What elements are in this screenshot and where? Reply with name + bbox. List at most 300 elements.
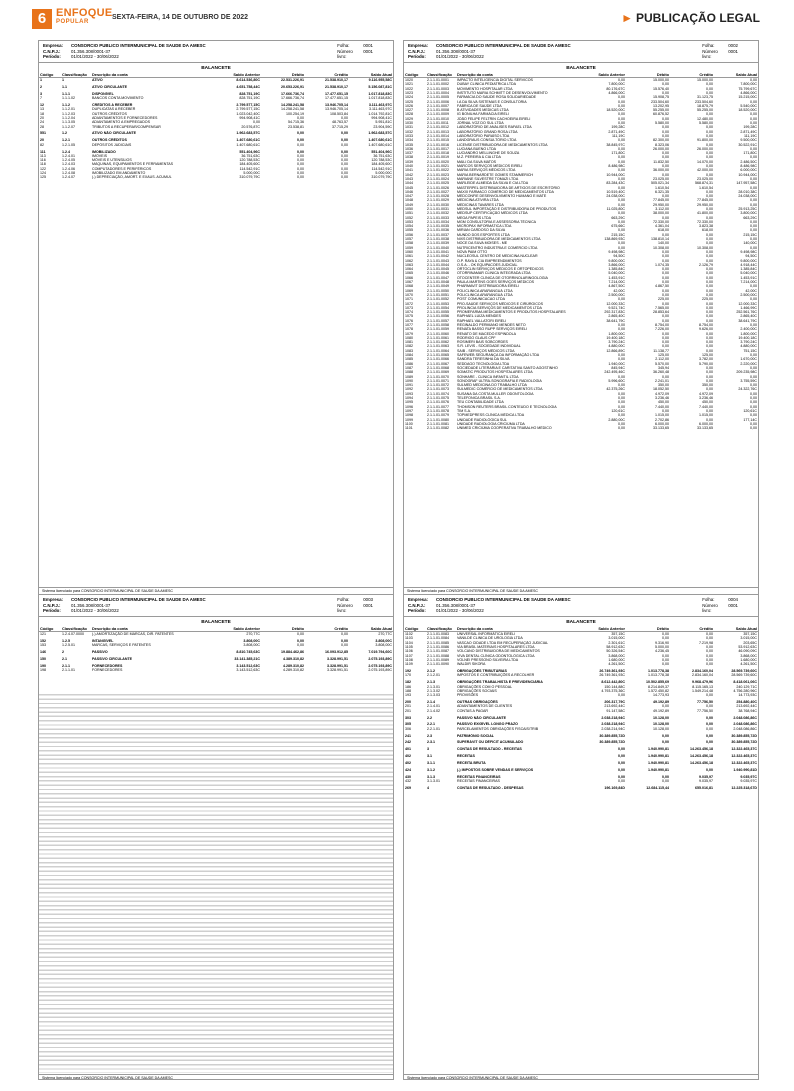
cell-classificacao: 2.1.1.01.0052 — [427, 297, 449, 302]
cell-saldo-atual: 5.540,00C — [740, 103, 757, 108]
cell-credito: 0,00 — [706, 301, 713, 306]
cell-saldo-anterior: 4.866,00C — [608, 90, 625, 95]
cell-saldo-anterior: 1.385,84C — [608, 267, 625, 272]
cell-descricao: NUTRICENTRO INDÚSTRIA E COMÉRCIO LTDA — [457, 245, 538, 250]
numero-value: 0001 — [363, 602, 373, 608]
cell-debito: 0,00 — [662, 344, 669, 349]
col-classificacao: Classificação — [426, 627, 456, 632]
cell-classificacao: 2.2 — [427, 715, 432, 720]
cell-saldo-anterior: 292.317,83C — [604, 310, 625, 315]
cell-classificacao: 2.1.1.01.0005 — [427, 95, 449, 100]
cell-debito: 0,00 — [297, 162, 304, 167]
cell-credito: 0,00 — [706, 232, 713, 237]
cell-debito: 0,00 — [297, 131, 304, 136]
cell-classificacao: 2.1.1.01.0066 — [427, 357, 449, 362]
cell-saldo-atual: 28.569.739,60C — [731, 673, 757, 678]
cell-saldo-atual: 2.500,00C — [740, 292, 757, 297]
cell-credito: 0,00 — [706, 374, 713, 379]
numero-value: 0001 — [728, 602, 738, 608]
cell-credito: 7.219,98 — [699, 640, 713, 645]
cell-classificacao: 2.1.1.01.0068 — [427, 365, 449, 370]
cell-codigo: 1059 — [405, 245, 413, 250]
cell-classificacao: 2.1.1.01.0075 — [427, 396, 449, 401]
cell-saldo-atual: 2.075.193,89C — [368, 657, 392, 662]
cell-codigo: 1075 — [405, 314, 413, 319]
cell-credito: 0,00 — [706, 348, 713, 353]
cell-classificacao: 1.2 — [62, 131, 67, 136]
cell-descricao: OUTRAS OBRIGAÇÕES — [457, 700, 498, 705]
cell-classificacao: 2.1.1.01.0050 — [427, 288, 449, 293]
cell-debito: 14.258.241,58 — [281, 107, 304, 112]
cell-classificacao: 2.1.1.01.0016 — [427, 142, 449, 147]
cell-credito: 0,00 — [706, 288, 713, 293]
cell-classificacao: 2.1.1.01.0054 — [427, 305, 449, 310]
cell-descricao: I.A DA SILVA SISTEMAS E CONSULTORIA — [457, 99, 527, 104]
cell-saldo-anterior: 0,00 — [618, 138, 625, 143]
cell-classificacao: 2.1.1.01.0045 — [427, 267, 449, 272]
cell-credito: 0,00 — [706, 693, 713, 698]
cell-codigo: 1024 — [405, 95, 413, 100]
cell-saldo-anterior: 7.214,00C — [608, 280, 625, 285]
cell-codigo: 125 — [40, 175, 46, 180]
cell-codigo: 242 — [405, 740, 411, 745]
cell-credito: 21.538.910,17 — [325, 84, 348, 89]
cell-descricao: PHARMAVIT DISTRIBUIDORA EIRELI — [457, 284, 519, 289]
cell-saldo-anterior: 206.317,79C — [604, 700, 625, 705]
cell-credito: 0,00 — [706, 408, 713, 413]
cell-classificacao: 3.1.2 — [427, 768, 435, 773]
cell-classificacao: 1.2.4.07.0000 — [62, 632, 84, 637]
page-footer: Sistema licenciado para CONSORCIO INTERMUNICIPAL DE SAUDE DA AMESC — [39, 587, 393, 594]
cell-descricao: ADIANTAMENTOS E FORNECEDORES — [92, 115, 158, 120]
cell-codigo: 116 — [40, 158, 46, 163]
cnpj-label: C.N.P.J.: — [43, 602, 61, 608]
cell-saldo-anterior: 2.301,61C — [608, 640, 625, 645]
cell-codigo: 1064 — [405, 267, 413, 272]
cell-saldo-atual: 7.800,00C — [740, 82, 757, 87]
cell-codigo: 1107 — [405, 653, 413, 658]
cell-saldo-anterior: 1.407.680,61C — [236, 142, 260, 147]
cell-credito: 0,00 — [706, 378, 713, 383]
report-meta — [337, 43, 373, 60]
cell-classificacao: 1.2.4.06 — [62, 166, 75, 171]
cell-credito: 0,00 — [706, 86, 713, 91]
cell-classificacao: 2.1.1.01.0078 — [427, 408, 449, 413]
col-saldo-anterior: Saldo Anterior — [215, 73, 261, 78]
cell-classificacao: 2.1.1.01.0038 — [427, 237, 449, 242]
cell-codigo: 201 — [405, 708, 411, 713]
cell-debito: 4.867,50 — [655, 284, 669, 289]
cell-saldo-anterior: 114.542,91C — [239, 166, 260, 171]
cell-codigo: 1067 — [405, 280, 413, 285]
cell-saldo-anterior: 120.788,53C — [239, 158, 260, 163]
cell-saldo-anterior: 0,00 — [618, 768, 625, 773]
cell-classificacao: 2.1.1.01.0070 — [427, 374, 449, 379]
cell-saldo-atual: 2.400,00C — [740, 327, 757, 332]
cell-codigo: 124 — [40, 170, 46, 175]
cell-descricao: FARMÁCIA DO SAÚDE ROSA SOLIDARIEDADE — [457, 95, 537, 100]
cell-saldo-atual: 14.773,93C — [738, 693, 757, 698]
cell-saldo-atual: 30.389.855,72D — [731, 733, 757, 738]
cell-saldo-anterior: 2.880,00C — [608, 417, 625, 422]
cell-credito: 6.000,00 — [699, 421, 713, 426]
cell-codigo: 1069 — [405, 288, 413, 293]
cell-classificacao: 2.1.1.01.0042 — [427, 254, 449, 259]
col-saldo-atual: Saldo Atual — [714, 73, 758, 78]
cell-descricao: ATIVO CIRCULANTE — [92, 84, 128, 89]
cell-codigo: 432 — [405, 779, 411, 784]
numero-label: Número livro: — [337, 48, 353, 60]
cell-debito: 6.000,00 — [655, 421, 669, 426]
cell-saldo-atual: 0,00 — [750, 396, 757, 401]
cell-credito: 12.480,00 — [697, 116, 713, 121]
cell-saldo-atual: 5.951,81C — [375, 120, 392, 125]
cell-debito: 2.241,01 — [655, 378, 669, 383]
cell-debito: 77.845,00 — [653, 198, 669, 203]
cell-saldo-anterior: 2.865,40C — [608, 314, 625, 319]
cell-codigo: 1036 — [405, 146, 413, 151]
cell-codigo: 1044 — [405, 181, 413, 186]
cell-saldo-anterior: 91.147,58C — [606, 708, 625, 713]
cell-debito: 0,00 — [662, 733, 669, 738]
cell-credito: 48.763,57 — [332, 120, 348, 125]
cell-classificacao: 2.3.1 — [427, 740, 435, 745]
cell-saldo-atual: 9.500,00C — [740, 138, 757, 143]
publication-date: SEXTA-FEIRA, 14 DE OUTUBRO DE 2022 — [112, 14, 249, 21]
cell-descricao: NUCLEOSUL CENTRO DE MEDICINA NUCLEAR — [457, 254, 538, 259]
cell-saldo-atual: 0,00 — [750, 116, 757, 121]
cell-classificacao: 1.2.4.07 — [62, 175, 75, 180]
cell-saldo-anterior: 270,77C — [246, 632, 260, 637]
col-descricao: Descrição da conta — [91, 73, 215, 78]
balancete-title: BALANCETE — [566, 619, 596, 625]
cell-codigo: 182 — [405, 680, 411, 685]
cell-saldo-atual: 2.486,50C — [740, 159, 757, 164]
cell-classificacao: 2.1.1.01.0051 — [427, 292, 449, 297]
cell-classificacao: 2.1.1.01.0076 — [427, 400, 449, 405]
cell-credito: 0,00 — [706, 331, 713, 336]
cell-codigo: 12 — [40, 103, 44, 108]
cell-debito: 4.361,04 — [655, 224, 669, 229]
cell-classificacao: 3.1.3 — [427, 774, 435, 779]
cell-descricao: UNIVERSAL INFORMÁTICA EIRELI — [457, 632, 516, 637]
cell-classificacao: 2.1.3.02 — [427, 688, 440, 693]
cell-debito: 5.000,00 — [655, 644, 669, 649]
cell-debito: 5.570,00 — [655, 361, 669, 366]
cell-credito: 0,00 — [706, 310, 713, 315]
cell-saldo-anterior: 10.519,40C — [606, 189, 625, 194]
cell-debito: 0,00 — [662, 280, 669, 285]
cell-debito: 505.021,34 — [651, 181, 669, 186]
cell-saldo-anterior: 0,00 — [618, 241, 625, 246]
cell-saldo-atual: 42,00C — [745, 288, 757, 293]
cell-codigo: 152 — [40, 638, 46, 643]
report-meta — [702, 43, 738, 60]
cell-classificacao: 2.1.1.01.0035 — [427, 224, 449, 229]
cell-debito: 10.502.855,69 — [646, 680, 669, 685]
cell-credito: 0,00 — [706, 237, 713, 242]
report-meta — [337, 597, 373, 614]
periodo-label: Período: — [43, 54, 61, 60]
cell-saldo-anterior: 0,00 — [618, 112, 625, 117]
cell-codigo: 146 — [40, 650, 46, 655]
cell-saldo-atual: 184.405,60C — [371, 162, 392, 167]
cell-classificacao: 2.1.1.01.0071 — [427, 378, 449, 383]
cell-descricao: IMPOSTOS E CONTRIBUIÇÕES A RECOLHER — [457, 673, 535, 678]
cell-codigo: 1053 — [405, 219, 413, 224]
periodo-label: Período: — [408, 54, 426, 60]
cell-descricao: SUPERÁVIT OU DÉFICIT ACUMULADO — [457, 740, 524, 745]
cell-credito: 568.874,31 — [695, 181, 713, 186]
cell-codigo: 1101 — [405, 426, 413, 431]
logo-line2: POPULAR — [56, 19, 89, 25]
cnpj-label: C.N.P.J.: — [408, 48, 426, 54]
cell-saldo-anterior: 3.868,00C — [608, 653, 625, 658]
cell-descricao: NOCE DA SILVA MOISES - ME — [457, 241, 508, 246]
empresa-name: CONSORCIO PUBLICO INTERMUNICIPAL DE SAUDE DA AMESC — [71, 43, 206, 48]
cell-credito: 0,00 — [706, 254, 713, 259]
cell-descricao: SUSANA DA COSTA MULLER ODONTOLOGIA — [457, 391, 534, 396]
cell-saldo-atual: 1.680,00C — [740, 657, 757, 662]
cell-codigo: 1080 — [405, 335, 413, 340]
page-number: 6 — [32, 9, 52, 29]
cell-classificacao: 2.1.1.01.0040 — [427, 245, 449, 250]
cell-debito: 17.666.736,74 — [281, 91, 304, 96]
cell-classificacao: 1.2.4.05 — [62, 158, 75, 163]
col-credito: Crédito — [305, 73, 349, 78]
cell-debito: 0,00 — [297, 138, 304, 143]
cell-saldo-anterior: 5.996,60C — [608, 378, 625, 383]
cell-descricao: NOVA PAIM OTTO — [457, 249, 488, 254]
cell-credito: 0,00 — [706, 340, 713, 345]
cell-saldo-anterior: 0,00 — [618, 198, 625, 203]
cell-classificacao: 2.1.3.01 — [427, 684, 440, 689]
cell-classificacao: 3.1.1 — [427, 761, 435, 766]
cell-debito: 4.389.310,82 — [283, 657, 304, 662]
col-saldo-anterior: Saldo Anterior — [580, 627, 626, 632]
cell-codigo: 1049 — [405, 202, 413, 207]
cell-debito: 4.236,45 — [655, 649, 669, 654]
cell-codigo: 1055 — [405, 228, 413, 233]
cell-descricao: CRÉDITOS A RECEBER — [92, 103, 133, 108]
cell-classificacao: 1.1.1 — [62, 91, 70, 96]
cell-saldo-atual: 0,00 — [750, 228, 757, 233]
cell-classificacao: 2.1.1.01.0053 — [427, 301, 449, 306]
cell-classificacao: 1.1.2.04 — [62, 115, 75, 120]
cell-credito: 233.504,60 — [695, 99, 713, 104]
cell-descricao: OTOCENTER CLÍNICA DE OTORRINOLARINGOLOGIA — [457, 275, 548, 280]
cell-credito: 0,00 — [706, 129, 713, 134]
cell-saldo-anterior: 0,00 — [618, 219, 625, 224]
cell-credito: 26.000,00 — [697, 146, 713, 151]
cell-classificacao: 2.1.1.01.0083 — [427, 632, 449, 637]
cell-classificacao: 2.1.1.01.0056 — [427, 314, 449, 319]
cell-credito: 5.580,00 — [699, 121, 713, 126]
cell-descricao: MARCOS SERVIÇOS MÉDICOS EIRELI — [457, 164, 523, 169]
cell-credito: 0,00 — [341, 158, 348, 163]
cell-classificacao: 2.1.1.01.0087 — [427, 649, 449, 654]
cell-saldo-anterior: 0,00 — [618, 185, 625, 190]
cell-saldo-anterior: 0,00 — [618, 159, 625, 164]
cell-codigo: 1043 — [405, 176, 413, 181]
cnpj-label: C.N.P.J.: — [408, 602, 426, 608]
cell-debito: 22.531.226,91 — [281, 78, 304, 83]
cell-debito: 0,00 — [297, 643, 304, 648]
cell-classificacao: 1.2.5 — [62, 638, 70, 643]
cell-credito: 3.328.991,51 — [327, 663, 348, 668]
cell-classificacao: 2.1.1.01.0048 — [427, 280, 449, 285]
cell-credito: 29.950,00 — [697, 202, 713, 207]
cell-saldo-anterior: 0,00 — [253, 120, 260, 125]
cell-descricao: PASSIVO EXIGÍVEL LONGO PRAZO — [457, 722, 518, 727]
cell-credito: 0,00 — [706, 715, 713, 720]
cell-saldo-anterior: 4.651.758,44C — [236, 84, 260, 89]
cell-codigo: 1081 — [405, 340, 413, 345]
cell-classificacao: 2.1.1.01.0088 — [427, 653, 449, 658]
cell-saldo-atual: 23.904,59C — [373, 124, 392, 129]
cell-credito: 2.834.160,04 — [692, 673, 713, 678]
cell-codigo: 1051 — [405, 211, 413, 216]
balance-table — [404, 73, 758, 431]
cell-classificacao: 2.1.1.01.0020 — [427, 159, 449, 164]
cell-saldo-anterior: 8.612.442,80C — [601, 680, 625, 685]
cell-codigo: 1022 — [405, 86, 413, 91]
cell-saldo-anterior: 1.680,00C — [608, 657, 625, 662]
cell-descricao: IMPACTO INTELIGENCIA DIGITAL SERVICOS — [457, 78, 533, 83]
cell-saldo-atual: 0,00 — [750, 202, 757, 207]
ledger-row — [404, 426, 758, 430]
cell-credito: 9.035,97 — [699, 779, 713, 784]
cell-classificacao: 2.1.1.01.0022 — [427, 168, 449, 173]
cell-saldo-atual: 203,65C — [743, 640, 757, 645]
cell-descricao: MARIA SERVIÇOS MÉDICOS LTDA — [457, 168, 516, 173]
empresa-label: Empresa: — [43, 597, 64, 602]
cell-codigo: 1083 — [405, 348, 413, 353]
cell-saldo-anterior: 2.799.577,15C — [236, 103, 260, 108]
cell-descricao: COMPUTADORES E PERIFÉRICOS — [92, 166, 152, 171]
cell-classificacao: 1.2.4 — [62, 149, 70, 154]
cell-saldo-atual: 30.389.855,72D — [731, 740, 757, 745]
cell-classificacao: 2.1.1.01.0018 — [427, 151, 449, 156]
cell-debito: 23.025,00 — [653, 176, 669, 181]
col-saldo-anterior: Saldo Anterior — [215, 627, 261, 632]
cell-classificacao: 2.1.4 — [427, 700, 435, 705]
cell-credito: 0,00 — [706, 194, 713, 199]
cell-descricao: RENATA BASSO RUPP SERVIÇOS EIRELI — [457, 327, 528, 332]
balance-table — [39, 627, 393, 673]
cell-codigo: 1038 — [405, 155, 413, 160]
balancete-title: BALANCETE — [201, 65, 231, 71]
report-meta — [702, 597, 738, 614]
cell-saldo-anterior: 0,00 — [618, 95, 625, 100]
cell-saldo-atual: 0,00 — [750, 323, 757, 327]
cell-debito: 225,00 — [658, 297, 669, 302]
cell-debito: 0,00 — [297, 142, 304, 147]
folha-value: 0003 — [363, 597, 373, 602]
cell-saldo-anterior: 94,50C — [613, 254, 625, 259]
cell-debito: 3.236,46 — [655, 396, 669, 401]
cell-debito: 0,00 — [662, 301, 669, 306]
cell-classificacao: 2.1.1.01.0065 — [427, 353, 449, 358]
cell-credito: 14.263.456,18 — [690, 754, 713, 759]
col-debito: Débito — [626, 73, 670, 78]
cell-codigo: 1023 — [405, 90, 413, 95]
cell-codigo: 1088 — [405, 370, 413, 375]
cell-saldo-anterior: 4.880,00C — [608, 344, 625, 349]
cell-descricao: OBRIGAÇÕES TRABALHISTA E PREVIDENCIÁRIA — [457, 680, 543, 685]
cell-descricao: SONOGRAF ULTRA-SONOGRAFIA E RADIOLOGIA — [457, 378, 542, 383]
cell-codigo: 1096 — [405, 404, 413, 409]
cell-saldo-anterior: 171,80C — [611, 151, 625, 156]
cell-codigo: 122 — [40, 166, 46, 171]
cell-credito: 0,00 — [706, 142, 713, 147]
right-column — [403, 40, 759, 1080]
cell-classificacao: 2.1.1.01.0082 — [427, 426, 449, 431]
cell-saldo-anterior: 2.799.577,15C — [236, 107, 260, 112]
cell-codigo: 305 — [405, 722, 411, 727]
cell-codigo: 401 — [405, 747, 411, 752]
cell-saldo-atual: 12.322.465,37C — [731, 761, 757, 766]
cell-classificacao: 1.2.4.08 — [62, 170, 75, 175]
cell-saldo-anterior: 42,00C — [613, 288, 625, 293]
cell-codigo: 1040 — [405, 164, 413, 169]
cell-saldo-anterior: 0,00 — [618, 774, 625, 779]
cell-saldo-atual: 0,00 — [750, 245, 757, 250]
cell-codigo: 1021 — [405, 82, 413, 87]
folha-label: Folha: — [337, 597, 350, 602]
cell-credito: 0,00 — [706, 241, 713, 246]
cell-saldo-anterior: 19.400,18C — [606, 335, 625, 340]
cell-credito: 0,00 — [706, 82, 713, 87]
cell-saldo-anterior: 242.495,46C — [604, 370, 625, 375]
cell-saldo-anterior: 0,00 — [618, 779, 625, 784]
cell-descricao: PRO-SAÚDE SERVIÇOS MÉDICOS E CIRÚRGICOS — [457, 301, 543, 306]
cell-classificacao: 2.1.1.01.0012 — [427, 125, 449, 130]
cell-saldo-atual: 213.692,44C — [736, 704, 757, 709]
cell-classificacao: 2.1.1.01.0079 — [427, 413, 449, 418]
cell-debito: 49.192,89 — [653, 708, 669, 713]
cnpj-value: 01.356.308/0001-37 — [71, 602, 111, 608]
cell-codigo: 192 — [405, 669, 411, 674]
cell-saldo-atual: 3.111.463,97C — [368, 103, 392, 108]
cell-classificacao: 2 — [62, 650, 64, 655]
cell-saldo-atual: 28.010,38C — [738, 189, 757, 194]
cell-saldo-atual: 4.261,50C — [740, 662, 757, 667]
cell-codigo: 424 — [405, 768, 411, 773]
cell-debito: 0,00 — [662, 292, 669, 297]
cell-codigo: 1026 — [405, 103, 413, 108]
cell-classificacao: 2.1.1.01.0037 — [427, 232, 449, 237]
cell-credito: 0,00 — [706, 267, 713, 272]
cell-saldo-anterior: 38.641,79C — [606, 318, 625, 323]
col-classificacao: Classificação — [426, 73, 456, 78]
cell-classificacao: 2.1.1.01.0009 — [427, 112, 449, 117]
cell-saldo-atual: 0,00 — [750, 198, 757, 203]
cell-codigo: 111 — [40, 149, 46, 154]
cell-descricao: RAPHAEL LUIZA MENDES — [457, 314, 502, 319]
cell-saldo-atual: 9.035,97C — [740, 774, 757, 779]
cell-saldo-atual: 254.880,40C — [736, 700, 757, 705]
cell-saldo-atual: 9.035,97C — [740, 779, 757, 784]
cell-debito: 1.610,54 — [655, 185, 669, 190]
cell-credito: 0,00 — [341, 162, 348, 167]
cell-descricao: MÁQUINAS, EQUIPAMENTOS E FERRAMENTAS — [92, 162, 174, 167]
cell-descricao: RAPHAEL VALLATORI EIRELI — [457, 318, 507, 323]
cell-saldo-atual: 209.235,98C — [736, 370, 757, 375]
cell-credito: 18.875,79 — [697, 103, 713, 108]
cell-saldo-atual: 120.788,53C — [371, 158, 392, 163]
cell-saldo-atual: 0,00 — [750, 353, 757, 358]
